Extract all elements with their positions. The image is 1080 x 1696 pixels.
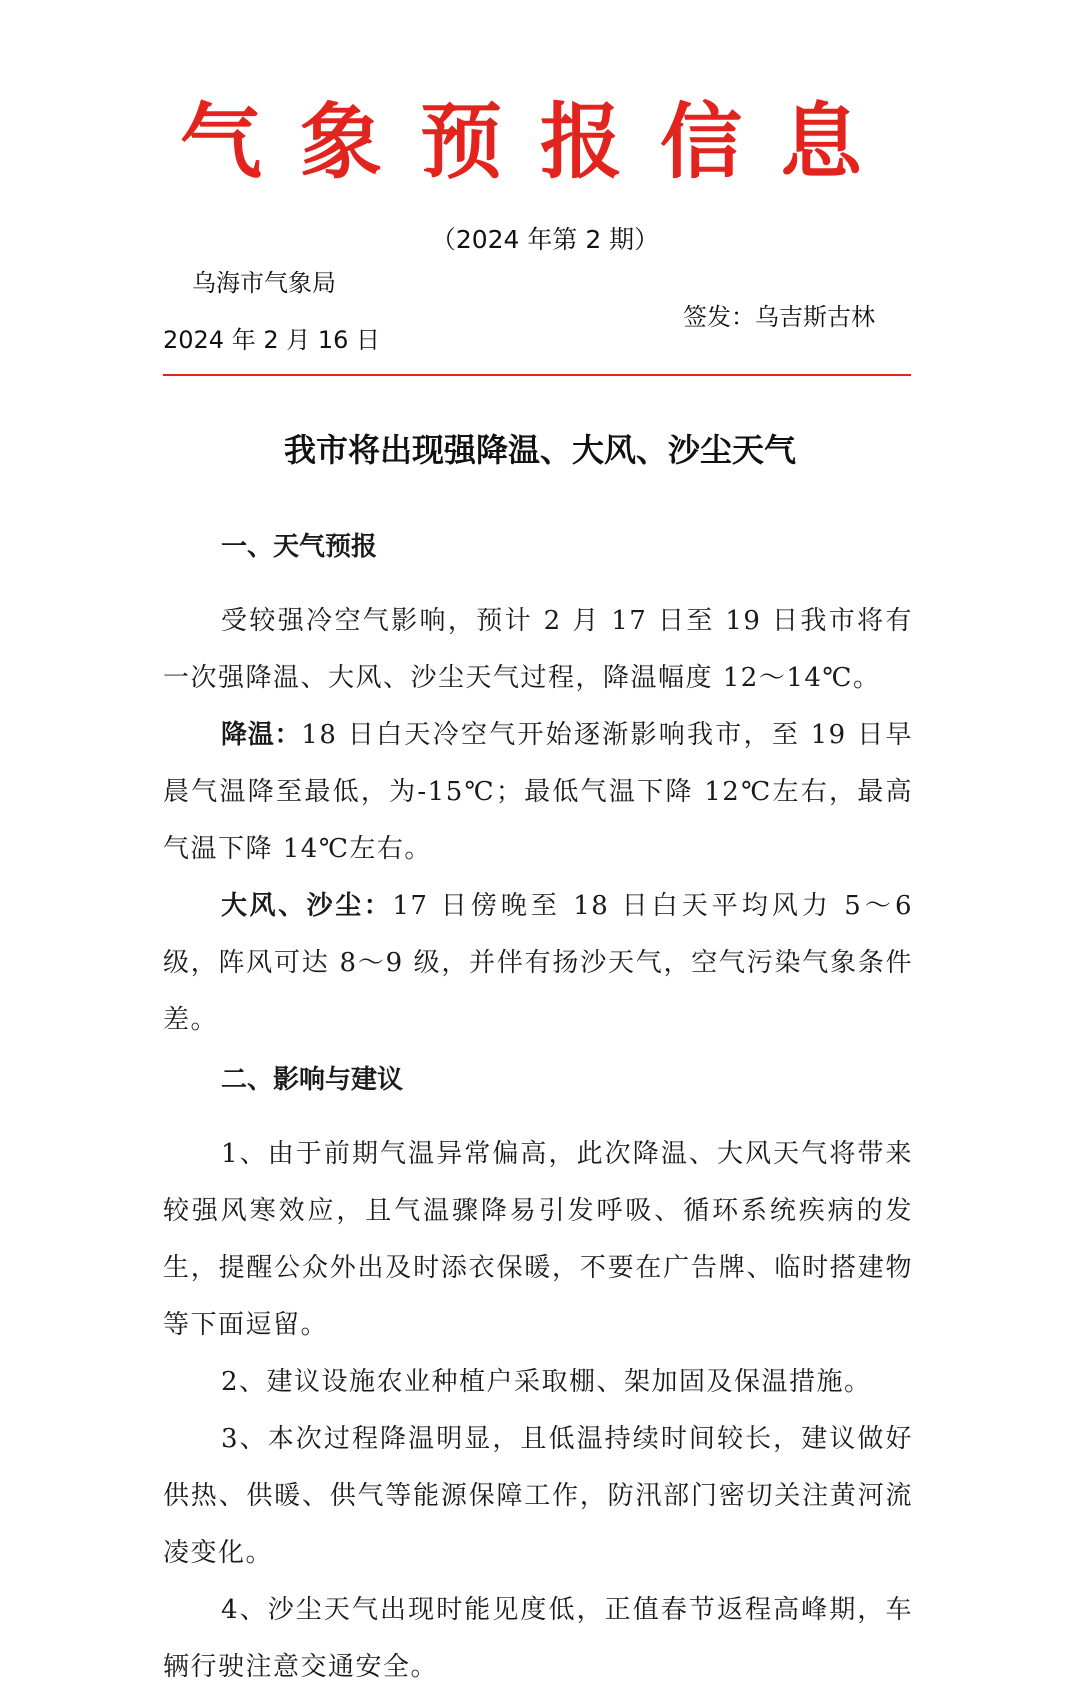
section-impacts-advice (163, 1057, 913, 1696)
paragraph-lead: 降温： (221, 720, 302, 750)
section-heading: 一、天气预报 (221, 532, 378, 562)
paragraph (163, 1411, 913, 1582)
document-headline: 我市将出现强降温、大风、沙尘天气 (283, 431, 796, 469)
masthead-title: 气象预报信息 (179, 94, 900, 190)
issue-number: （2024 年第 2 期） (430, 225, 660, 254)
paragraph (163, 1126, 913, 1354)
section-weather-forecast (163, 524, 913, 1049)
issuing-agency: 乌海市气象局 (192, 269, 336, 297)
paragraph-text: 3、本次过程降温明显，且低温持续时间较长，建议做好供热、供暖、供气等能源保障工作，防汛部门密切关注黄河流凌变化。 (163, 1424, 913, 1568)
paragraph-text: 1、由于前期气温异常偏高，此次降温、大风天气将带来较强风寒效应，且气温骤降易引发呼吸、循环系统疾病的发生，提醒公众外出及时添衣保暖，不要在广告牌、临时搭建物等下面逗留。 (163, 1139, 913, 1340)
paragraph-text: 受较强冷空气影响，预计 2 月 17 日至 19 日我市将有一次强降温、大风、沙尘天气过程，降温幅度 12～14℃。 (163, 606, 913, 693)
paragraph-text: 4、沙尘天气出现时能见度低，正值春节返程高峰期，车辆行驶注意交通安全。 (163, 1595, 913, 1682)
document-body (163, 524, 913, 1696)
paragraph-lead: 大风、沙尘： (221, 891, 393, 921)
paragraph-text: 18 日白天冷空气开始逐渐影响我市，至 19 日早晨气温降至最低，为-15℃；最低气温下降 12℃左右，最高气温下降 14℃左右。 (163, 720, 913, 864)
signer: 签发：乌吉斯古林 (683, 303, 875, 331)
paragraph-text: 17 日傍晚至 18 日白天平均风力 5～6 级，阵风可达 8～9 级，并伴有扬沙天气，空气污染气象条件差。 (163, 891, 913, 1035)
paragraph (163, 1582, 913, 1696)
section-heading: 二、影响与建议 (221, 1065, 404, 1095)
paragraph (163, 1354, 913, 1411)
header-divider (163, 374, 911, 376)
paragraph (163, 878, 913, 1049)
issue-date: 2024 年 2 月 16 日 (163, 326, 381, 354)
paragraph-text: 2、建议设施农业种植户采取棚、架加固及保温措施。 (221, 1367, 872, 1397)
paragraph (163, 593, 913, 707)
paragraph (163, 707, 913, 878)
